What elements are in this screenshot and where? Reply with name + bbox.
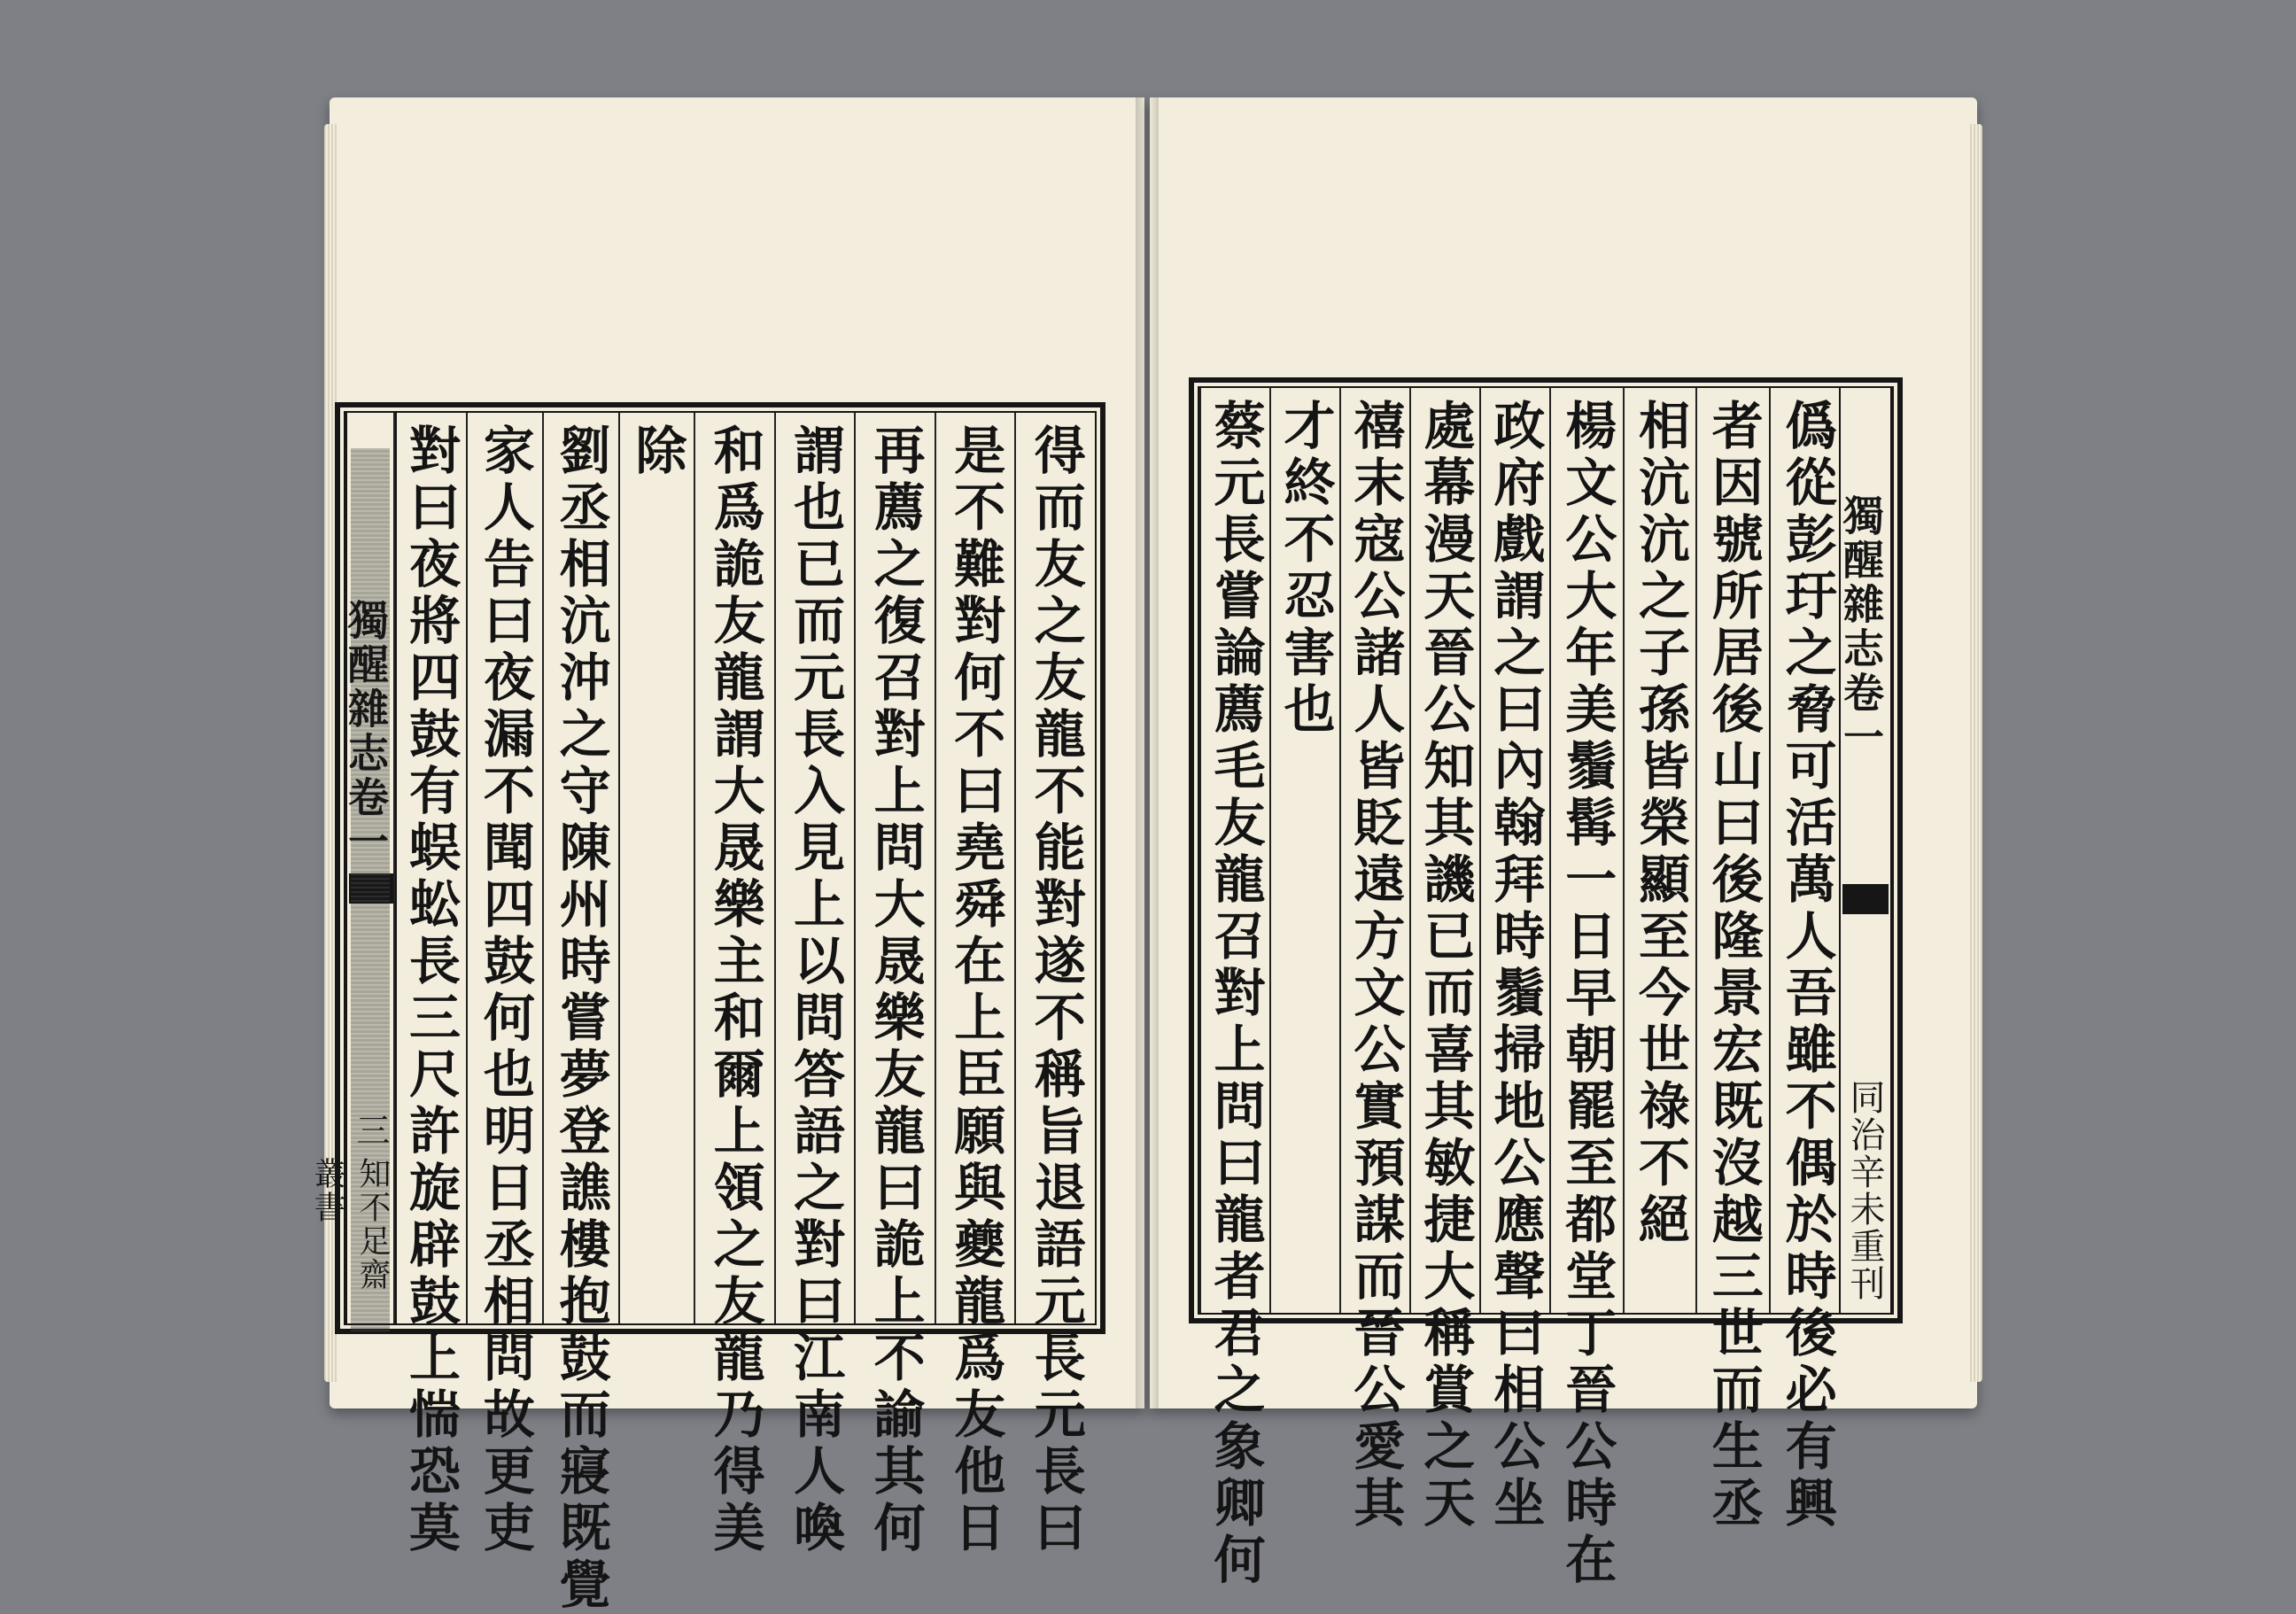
right-column-7 (1339, 388, 1409, 1533)
left-banxin-publisher: 知不足齋叢書 (309, 1157, 391, 1292)
left-column-5-text: 和爲詭友龍謂大晟樂主和爾上領之友龍乃得美 (704, 423, 765, 1557)
right-column-6-text: 處幕漫天晉公知其譏已而喜其敏捷大稱賞之天 (1415, 399, 1476, 1533)
right-banxin-publisher: 同治辛未重刊 (1844, 1079, 1885, 1302)
right-column-4 (1549, 388, 1623, 1589)
left-column-4 (774, 413, 855, 1557)
left-column-9 (393, 413, 466, 1557)
left-frame-inner-border (309, 411, 1097, 1614)
right-banxin-title: 獨醒雜志卷一 (1837, 494, 1885, 760)
book-gutter (1136, 97, 1159, 1408)
right-column-8 (1269, 388, 1339, 1313)
right-column-2 (1695, 388, 1769, 1533)
right-page-frame (1189, 377, 1903, 1589)
right-banxin-fishtail (1842, 884, 1889, 914)
page-edge-right (1970, 124, 1982, 1382)
left-column-1-text: 得而友之友龍不能對遂不稱旨退語元長元長曰 (1025, 423, 1086, 1557)
right-column-5 (1479, 388, 1549, 1533)
left-column-9-text: 對曰夜將四鼓有蜈蚣長三尺許旋辟鼓上惴恐莫 (400, 423, 462, 1557)
left-page-frame (309, 402, 1105, 1614)
left-column-8-text: 家人告曰夜漏不聞四鼓何也明日丞相問故更吏 (474, 423, 535, 1557)
right-column-3-text: 相沆沆之子孫皆榮顯至今世祿不絕 (1630, 399, 1690, 1249)
right-banxin (1839, 388, 1892, 1313)
left-banxin (309, 413, 397, 1323)
left-column-6-text: 除 (626, 423, 687, 480)
open-book (309, 89, 1977, 1614)
right-column-3 (1623, 388, 1696, 1313)
right-column-7-text: 禧末寇公諸人皆貶遠方文公實預謀而晉公愛其 (1345, 399, 1406, 1533)
left-column-5 (694, 413, 774, 1557)
left-column-7-text: 劉丞相沆沖之守陳州時嘗夢登譙樓抱鼓而寢既覺 (550, 423, 611, 1614)
left-column-4-text: 謂也已而元長入見上以問答語之對曰江南人喚 (785, 423, 846, 1557)
right-column-4-text: 楊文公大年美鬚髯一日早朝罷至都堂丁晉公時在 (1556, 399, 1617, 1589)
left-column-8 (466, 413, 542, 1557)
left-banxin-page-number: 三 (351, 1113, 390, 1146)
right-column-2-text: 者因號所居後山曰後隆景宏既沒越三世而生丞 (1703, 399, 1764, 1533)
right-frame-inner-border (1198, 386, 1894, 1589)
left-column-3-text: 再薦之復召對上問大晟樂友龍曰詭上不諭其何 (865, 423, 926, 1557)
left-column-1 (1014, 413, 1095, 1557)
left-column-2-text: 是不難對何不曰堯舜在上臣願與夔龍爲友他日 (945, 423, 1006, 1557)
left-column-3 (854, 413, 935, 1557)
right-text-columns (1199, 388, 1842, 1589)
right-column-9-text: 蔡元長嘗論薦毛友龍召對上問曰龍者君之象卿何 (1205, 399, 1266, 1589)
right-page (1150, 97, 1977, 1589)
left-column-6 (618, 413, 694, 1323)
right-column-1 (1769, 388, 1842, 1533)
right-column-9 (1199, 388, 1269, 1589)
left-page (309, 97, 1144, 1614)
right-column-6 (1409, 388, 1479, 1533)
right-column-1-text: 僞從彭玗之脅可活萬人吾雖不偶於時後必有興 (1776, 399, 1837, 1533)
left-column-7 (542, 413, 618, 1614)
left-banxin-title: 獨醒雜志卷一 (342, 599, 390, 865)
right-column-8-text: 才終不忍害也 (1275, 399, 1336, 739)
left-text-columns (393, 413, 1095, 1614)
right-column-5-text: 政府戲謂之曰內翰拜時鬚掃地公應聲曰相公坐 (1485, 399, 1546, 1533)
left-column-2 (935, 413, 1015, 1557)
